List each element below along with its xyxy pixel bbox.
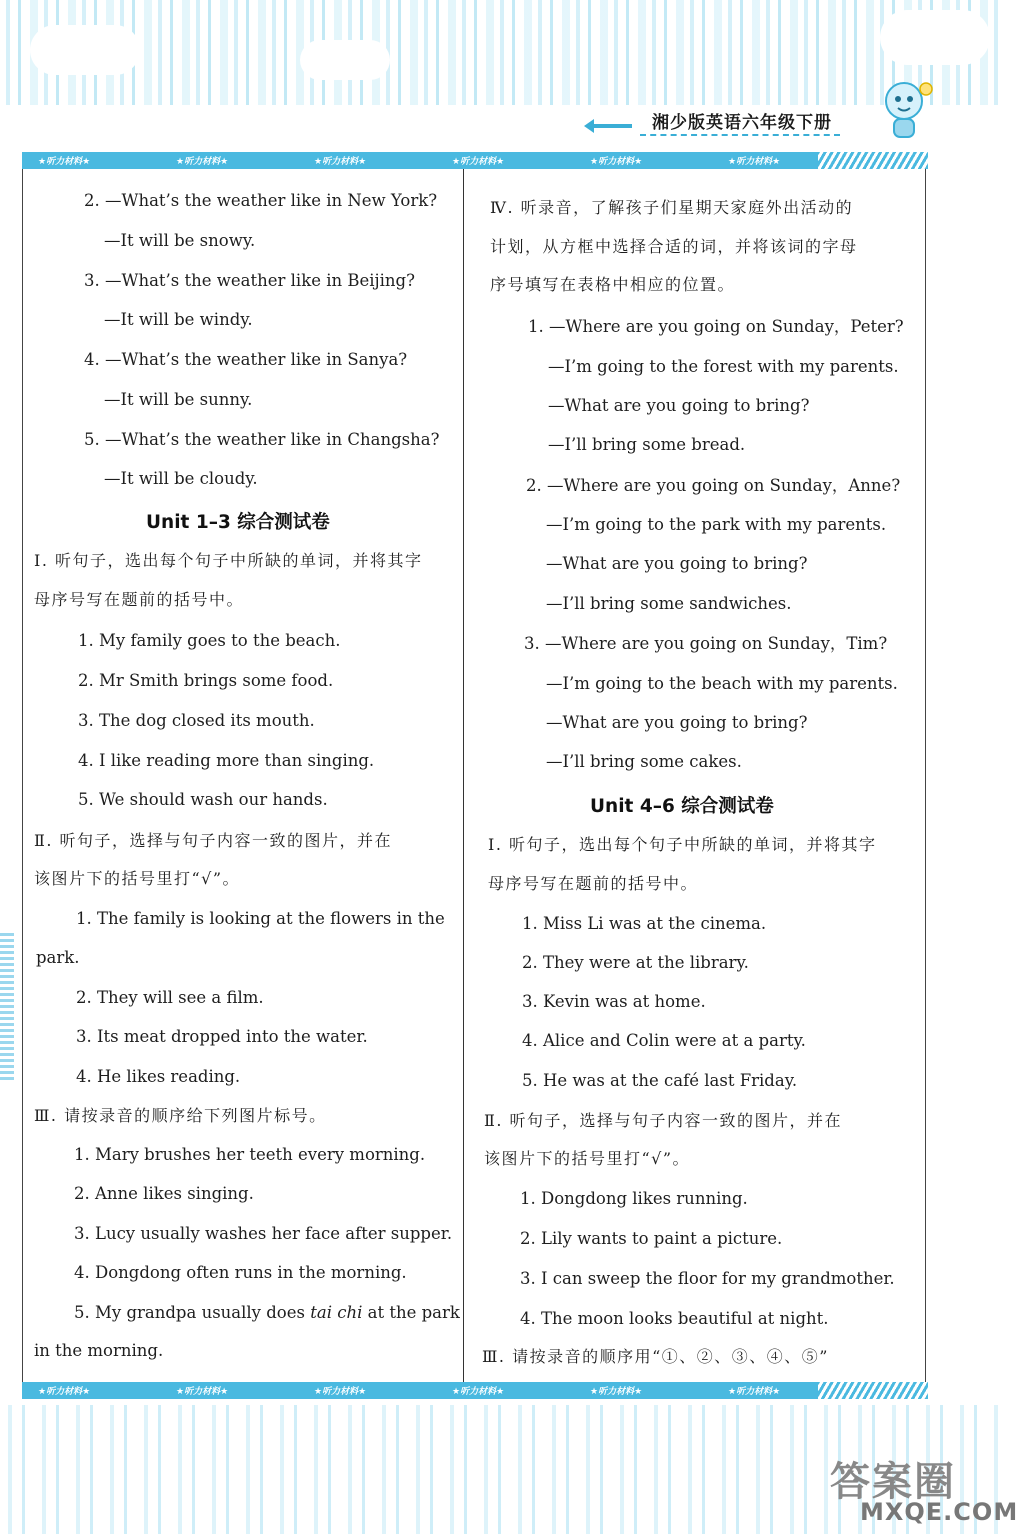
item-text-italic: tai chi <box>310 1303 363 1322</box>
watermark <box>830 1450 1018 1526</box>
list-item: 1. Dongdong likes running. <box>520 1189 748 1208</box>
list-item: 2. They were at the library. <box>522 953 749 972</box>
strip-label: ★听力材料★ <box>314 157 367 167</box>
instruction: Ⅱ. 听句子，选择与句子内容一致的图片，并在 <box>34 831 393 850</box>
item-text: 5. My grandpa usually does <box>74 1303 311 1322</box>
list-item: 2. Lily wants to paint a picture. <box>520 1229 783 1248</box>
strip-label: ★听力材料★ <box>590 1387 643 1397</box>
dialogue-line: —It will be sunny. <box>104 390 253 409</box>
dialogue-line: —I’m going to the forest with my parents. <box>548 357 899 376</box>
header-arrow-icon <box>592 124 632 128</box>
list-item: 2. Mr Smith brings some food. <box>78 671 334 690</box>
list-item: 1. Miss Li was at the cinema. <box>522 914 767 933</box>
section-heading: Unit 4–6 综合测试卷 <box>590 796 774 817</box>
strip-label: ★听力材料★ <box>38 1387 91 1397</box>
list-item: 1. Mary brushes her teeth every morning. <box>74 1145 426 1164</box>
section-heading: Unit 1–3 综合测试卷 <box>146 512 330 533</box>
instruction: 该图片下的括号里打“√”。 <box>34 869 241 888</box>
dialogue-line: —I’m going to the beach with my parents. <box>546 674 898 693</box>
dialogue-line: —I’m going to the park with my parents. <box>546 515 887 534</box>
dialogue-line: —I’ll bring some cakes. <box>546 752 742 771</box>
list-item: 1. The family is looking at the flowers in the <box>76 909 445 928</box>
strip-label: ★听力材料★ <box>590 157 643 167</box>
list-item <box>74 1302 460 1324</box>
instruction: Ⅱ. 听句子，选择与句子内容一致的图片，并在 <box>484 1111 843 1130</box>
strip-label: ★听力材料★ <box>452 1387 505 1397</box>
list-item: 3. The dog closed its mouth. <box>78 711 315 730</box>
item-text: at the park <box>362 1303 460 1322</box>
list-item: 4. He likes reading. <box>76 1067 241 1086</box>
instruction: 计划，从方框中选择合适的词，并将该词的字母 <box>490 237 858 256</box>
list-item: 5. We should wash our hands. <box>78 790 328 809</box>
strip-label: ★听力材料★ <box>38 157 91 167</box>
dialogue-line: 1. —Where are you going on Sunday，Peter? <box>528 317 904 336</box>
dialogue-line: —It will be cloudy. <box>104 469 258 488</box>
list-item: 3. Kevin was at home. <box>522 992 706 1011</box>
dialogue-line: 4. —What’s the weather like in Sanya? <box>84 350 408 369</box>
strip-stripes <box>818 152 928 169</box>
listening-material-strip-bottom <box>22 1382 900 1399</box>
instruction: Ⅰ. 听句子，选出每个句子中所缺的单词，并将其字 <box>34 551 423 570</box>
watermark-logo-text: 答案圈 <box>830 1459 956 1505</box>
instruction: Ⅲ. 请按录音的顺序给下列图片标号。 <box>34 1106 327 1125</box>
dialogue-line: 5. —What’s the weather like in Changsha? <box>84 430 440 449</box>
list-item: 4. Alice and Colin were at a party. <box>522 1031 806 1050</box>
cloud-decoration <box>30 25 140 75</box>
top-decorative-band <box>0 0 1000 105</box>
watermark-url: MXQE.COM <box>860 1498 1018 1526</box>
strip-label: ★听力材料★ <box>728 1387 781 1397</box>
strip-label: ★听力材料★ <box>314 1387 367 1397</box>
dialogue-line: 2. —Where are you going on Sunday，Anne? <box>526 476 901 495</box>
dialogue-line: 3. —Where are you going on Sunday，Tim? <box>524 634 888 653</box>
listening-material-strip-top <box>22 152 900 169</box>
instruction: 序号填写在表格中相应的位置。 <box>490 275 736 294</box>
list-item: 4. I like reading more than singing. <box>78 751 375 770</box>
instruction: Ⅳ. 听录音，了解孩子们星期天家庭外出活动的 <box>490 198 854 217</box>
list-item: park. <box>36 948 80 967</box>
header-underline <box>640 134 840 136</box>
dialogue-line: —I’ll bring some bread. <box>548 435 746 454</box>
cloud-decoration <box>880 10 990 65</box>
dialogue-line: —What are you going to bring? <box>546 713 808 732</box>
strip-label: ★听力材料★ <box>728 157 781 167</box>
column-divider <box>463 169 464 1382</box>
list-item: 1. My family goes to the beach. <box>78 631 341 650</box>
dialogue-line: —What are you going to bring? <box>548 396 810 415</box>
list-item: 2. Anne likes singing. <box>74 1184 254 1203</box>
list-item: 5. He was at the café last Friday. <box>522 1071 798 1090</box>
strip-stripes <box>818 1382 928 1399</box>
list-item: 3. Its meat dropped into the water. <box>76 1027 368 1046</box>
list-item: in the morning. <box>34 1341 164 1360</box>
instruction: Ⅲ. 请按录音的顺序用“①、②、③、④、⑤” <box>482 1347 829 1366</box>
instruction: Ⅰ. 听句子，选出每个句子中所缺的单词，并将其字 <box>488 835 877 854</box>
strip-label: ★听力材料★ <box>452 157 505 167</box>
instruction: 母序号写在题前的括号中。 <box>34 590 245 609</box>
dialogue-line: —It will be windy. <box>104 310 253 329</box>
instruction: 该图片下的括号里打“√”。 <box>484 1149 691 1168</box>
side-margin-stripes <box>0 930 14 1080</box>
dialogue-line: —What are you going to bring? <box>546 554 808 573</box>
mascot-icon <box>870 75 940 145</box>
dialogue-line: —It will be snowy. <box>104 231 256 250</box>
cloud-decoration <box>300 40 390 80</box>
instruction: 母序号写在题前的括号中。 <box>488 874 699 893</box>
dialogue-line: —I’ll bring some sandwiches. <box>546 594 792 613</box>
list-item: 3. Lucy usually washes her face after supper. <box>74 1224 453 1243</box>
list-item: 4. Dongdong often runs in the morning. <box>74 1263 407 1282</box>
strip-label: ★听力材料★ <box>176 1387 229 1397</box>
list-item: 4. The moon looks beautiful at night. <box>520 1309 829 1328</box>
list-item: 2. They will see a film. <box>76 988 264 1007</box>
list-item: 3. I can sweep the floor for my grandmother. <box>520 1269 895 1288</box>
book-title: 湘少版英语六年级下册 <box>652 113 832 133</box>
dialogue-line: 3. —What’s the weather like in Beijing? <box>84 271 415 290</box>
strip-label: ★听力材料★ <box>176 157 229 167</box>
dialogue-line: 2. —What’s the weather like in New York? <box>84 191 438 210</box>
